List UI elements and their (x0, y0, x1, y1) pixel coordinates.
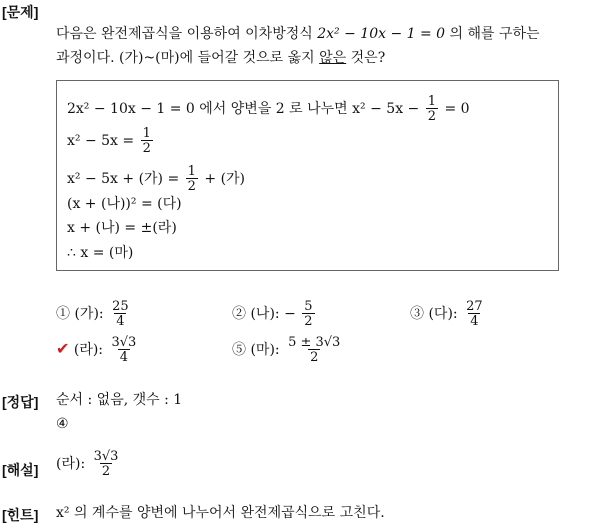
answer-line-1: 순서 : 없음, 갯수 : 1 (56, 392, 183, 408)
fraction: $\frac{3√3}{4}$ (111, 335, 137, 365)
solution-process-box (56, 80, 559, 271)
box-line-2: x² − 5x = $\frac{1}{2}$ (67, 126, 151, 156)
problem-label: [문제] (2, 4, 39, 20)
question-line-2: 과정이다. (가)~(마)에 들어갈 것으로 옳지 않은 것은? (56, 50, 386, 66)
fraction: $\frac{5 \pm 3√3}{2}$ (288, 335, 341, 365)
box-line-1: 2x² − 10x − 1 = 0 에서 양변을 2 로 나누면 x² − 5x − $\frac{1}{2}$ = 0 (67, 94, 470, 124)
answer-label: [정답] (2, 394, 39, 410)
fraction: $\frac{1}{2}$ (187, 164, 196, 194)
option-3[interactable]: ③ (다): $\frac{27}{4}$ (410, 299, 483, 329)
option-4[interactable]: ✔ (라): $\frac{3√3}{4}$ (56, 335, 137, 365)
fraction: $\frac{25}{4}$ (112, 299, 129, 329)
option-1[interactable]: ① (가): $\frac{25}{4}$ (56, 299, 129, 329)
fraction: $\frac{1}{2}$ (142, 126, 151, 156)
hint-text: x² 의 계수를 양변에 나누어서 완전제곱식으로 고친다. (56, 505, 385, 521)
box-line-4: (x + (나))² = (다) (67, 196, 182, 212)
fraction: $\frac{1}{2}$ (427, 94, 437, 124)
checkmark-icon: ✔ (56, 339, 70, 358)
fraction: $\frac{27}{4}$ (466, 299, 483, 329)
explanation-content: (라): $\frac{3√3}{2}$ (56, 449, 119, 479)
box-line-5: x + (나) = ±(라) (67, 220, 177, 236)
hint-label: [힌트] (2, 507, 39, 523)
fraction: $\frac{3√3}{2}$ (93, 449, 119, 479)
fraction: $\frac{5}{2}$ (304, 299, 313, 329)
explanation-label: [해설] (2, 462, 39, 478)
question-line-1: 다음은 완전제곱식을 이용하여 이차방정식 2x² − 10x − 1 = 0 의 해를 구하는 (56, 26, 540, 42)
option-2[interactable]: ② (나): − $\frac{5}{2}$ (232, 299, 313, 329)
option-5[interactable]: ⑤ (마): $\frac{5 \pm 3√3}{2}$ (232, 335, 341, 365)
box-line-3: x² − 5x + (가) = $\frac{1}{2}$ + (가) (67, 164, 246, 194)
answer-line-2: ④ (56, 416, 69, 432)
box-line-6: ∴ x = (마) (67, 245, 134, 261)
